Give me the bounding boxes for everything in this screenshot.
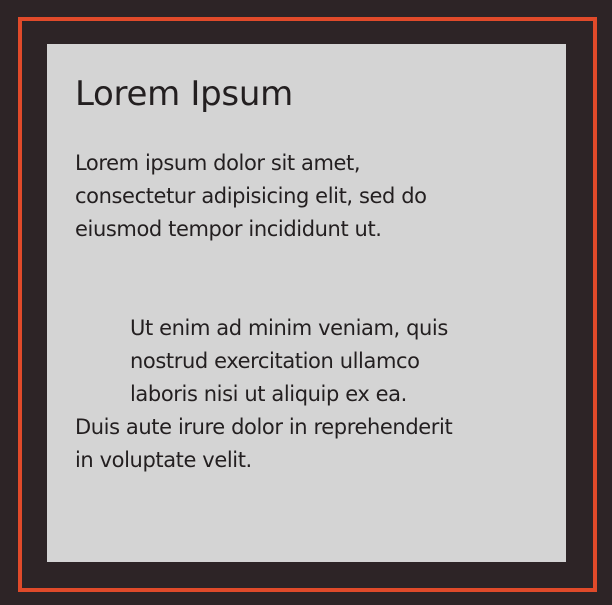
paragraph-line: nostrud exercitation ullamco [130,349,420,373]
paragraph-line: Ut enim ad minim veniam, quis [130,316,448,340]
paragraph-intro [75,147,427,246]
page-heading: Lorem Ipsum [75,74,293,114]
paragraph-line: laboris nisi ut aliquip ex ea. [130,382,407,406]
content-panel [47,44,566,562]
paragraph-line: eiusmod tempor incididunt ut. [75,217,382,241]
paragraph-indented [130,312,448,411]
paragraph-line: Lorem ipsum dolor sit amet, [75,151,361,175]
paragraph-line: in voluptate velit. [75,448,252,472]
paragraph-line: Duis aute irure dolor in reprehenderit [75,415,453,439]
paragraph-closing [75,411,452,477]
paragraph-line: consectetur adipisicing elit, sed do [75,184,427,208]
